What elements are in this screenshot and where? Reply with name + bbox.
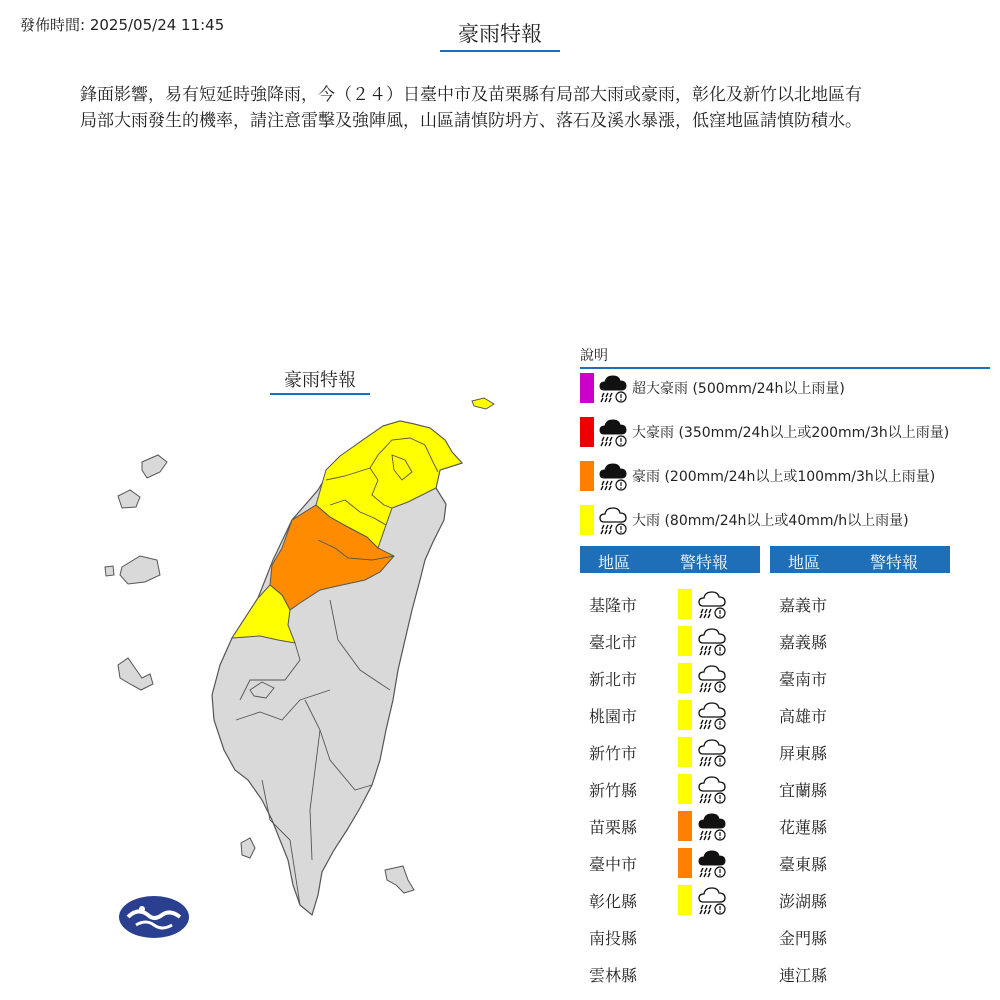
warning-level-swatch <box>678 774 692 804</box>
table-row <box>580 588 760 625</box>
region-name: 雲林縣 <box>589 966 638 985</box>
legend-label: 超大豪雨 (500mm/24h以上雨量) <box>632 381 845 397</box>
rain-cloud-dark-icon <box>598 416 628 448</box>
legend-swatch <box>580 461 594 491</box>
table-row <box>770 625 950 662</box>
warning-level-swatch <box>678 626 692 656</box>
legend-item-very-heavy <box>580 416 1000 448</box>
table-row <box>770 699 950 736</box>
region-name: 新竹市 <box>589 744 638 763</box>
map-title: 豪雨特報 <box>270 366 370 395</box>
table-row <box>580 884 760 921</box>
region-name: 彰化縣 <box>589 892 638 911</box>
table-row <box>580 921 760 958</box>
table-row <box>580 958 760 995</box>
island-yellow <box>472 398 494 409</box>
rain-cloud-outline-icon <box>697 588 727 620</box>
table-header-right <box>770 546 950 573</box>
region-name: 金門縣 <box>779 929 828 948</box>
table-row <box>770 662 950 699</box>
header-region: 地區 <box>788 553 821 572</box>
rain-cloud-dark-icon <box>697 810 727 842</box>
taiwan-warning-map <box>95 390 505 925</box>
legend-label: 大雨 (80mm/24h以上或40mm/h以上雨量) <box>632 513 909 529</box>
region-name: 臺北市 <box>589 633 638 652</box>
table-row <box>580 699 760 736</box>
region-name: 屏東縣 <box>779 744 828 763</box>
rain-cloud-outline-icon <box>697 625 727 657</box>
table-row <box>770 736 950 773</box>
table-row <box>770 588 950 625</box>
table-row <box>580 773 760 810</box>
warning-level-swatch <box>678 811 692 841</box>
region-name: 嘉義縣 <box>779 633 828 652</box>
header-region: 地區 <box>598 553 631 572</box>
rain-cloud-outline-icon <box>598 504 628 536</box>
warning-level-swatch <box>678 589 692 619</box>
region-name: 新竹縣 <box>589 781 638 800</box>
region-name: 連江縣 <box>779 966 828 985</box>
warning-description <box>80 82 920 134</box>
warning-level-swatch <box>678 737 692 767</box>
table-row <box>770 847 950 884</box>
legend-heading: 說明 <box>580 345 990 369</box>
rain-cloud-outline-icon <box>697 773 727 805</box>
header-warning: 警特報 <box>870 553 919 572</box>
region-name: 臺中市 <box>589 855 638 874</box>
warning-level-swatch <box>678 663 692 693</box>
legend-swatch <box>580 417 594 447</box>
region-name: 嘉義市 <box>779 596 828 615</box>
region-name: 花蓮縣 <box>779 818 828 837</box>
legend-item-torrential <box>580 460 1000 492</box>
region-name: 澎湖縣 <box>779 892 828 911</box>
description-line-1: 鋒面影響，易有短延時強降雨，今（２４）日臺中市及苗栗縣有局部大雨或豪雨，彰化及新竹以北地區有 <box>80 85 862 105</box>
table-row <box>770 958 950 995</box>
rain-cloud-outline-icon <box>697 736 727 768</box>
table-row <box>770 810 950 847</box>
region-name: 桃園市 <box>589 707 638 726</box>
table-row <box>770 921 950 958</box>
table-row <box>770 773 950 810</box>
rain-cloud-dark-icon <box>598 460 628 492</box>
page-title: 豪雨特報 <box>440 18 560 52</box>
rain-cloud-outline-icon <box>697 699 727 731</box>
region-name: 南投縣 <box>589 929 638 948</box>
legend-swatch <box>580 505 594 535</box>
region-name: 臺東縣 <box>779 855 828 874</box>
legend-label: 大豪雨 (350mm/24h以上或200mm/3h以上雨量) <box>632 425 950 441</box>
region-name: 宜蘭縣 <box>779 781 828 800</box>
warning-level-swatch <box>678 885 692 915</box>
legend-swatch <box>580 373 594 403</box>
region-name: 新北市 <box>589 670 638 689</box>
legend-label: 豪雨 (200mm/24h以上或100mm/3h以上雨量) <box>632 469 936 485</box>
table-row <box>580 847 760 884</box>
rain-cloud-outline-icon <box>697 884 727 916</box>
issue-time: 發佈時間: 2025/05/24 11:45 <box>20 16 225 34</box>
table-header-left <box>580 546 760 573</box>
cwa-logo <box>118 895 190 940</box>
header-warning: 警特報 <box>680 553 729 572</box>
table-row <box>580 625 760 662</box>
region-name: 臺南市 <box>779 670 828 689</box>
rain-cloud-dark-icon <box>697 847 727 879</box>
table-row <box>580 736 760 773</box>
warning-level-swatch <box>678 848 692 878</box>
region-name: 高雄市 <box>779 707 828 726</box>
legend-item-heavy <box>580 504 1000 536</box>
legend-item-extreme <box>580 372 1000 404</box>
region-name: 苗栗縣 <box>589 818 638 837</box>
warning-level-swatch <box>678 700 692 730</box>
region-name: 基隆市 <box>589 596 638 615</box>
rain-cloud-dark-icon <box>598 372 628 404</box>
rain-cloud-outline-icon <box>697 662 727 694</box>
description-line-2: 局部大雨發生的機率，請注意雷擊及強陣風，山區請慎防坍方、落石及溪水暴漲，低窪地區請慎防積水。 <box>80 111 862 131</box>
table-row <box>580 662 760 699</box>
table-row <box>770 884 950 921</box>
table-row <box>580 810 760 847</box>
